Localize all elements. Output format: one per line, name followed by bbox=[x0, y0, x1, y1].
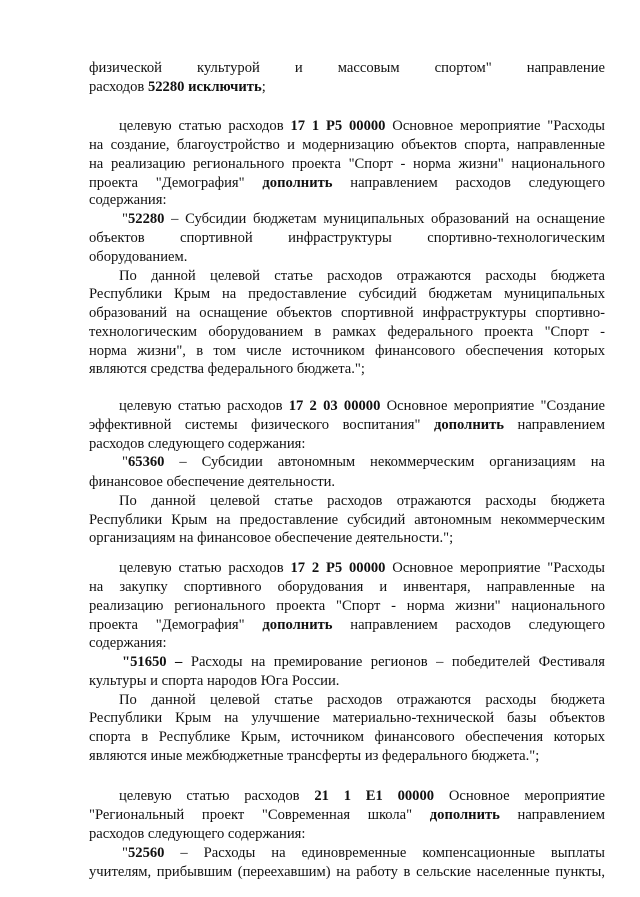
target-code: 17 2 P5 00000 bbox=[290, 560, 386, 576]
text-line: эффективной системы физического воспитания" дополнить направлением bbox=[89, 417, 605, 433]
text-line: Республики Крым на улучшение материально-технической базы объектов bbox=[89, 710, 605, 726]
text-line: объектов спортивной инфраструктуры спортивно-технологическим bbox=[89, 230, 605, 246]
text-line: "51650 – Расходы на премирование регионов – победителей Фестиваля bbox=[122, 654, 605, 670]
text-line: расходов следующего содержания: bbox=[89, 436, 306, 452]
direction-code: "51650 – bbox=[122, 654, 183, 670]
text-line: Республики Крым на предоставление субсидий бюджетам муниципальных bbox=[89, 286, 605, 302]
text-line: на реализацию регионального проекта "Спорт - норма жизни" национального bbox=[89, 156, 605, 172]
target-code: 21 1 E1 00000 bbox=[314, 788, 435, 804]
keyword-add: дополнить bbox=[429, 807, 500, 823]
keyword-add: дополнить bbox=[433, 417, 505, 433]
text-line: расходов следующего содержания: bbox=[89, 826, 306, 842]
text-line: учителям, прибывшим (переехавшим) на работу в сельские населенные пункты, bbox=[89, 864, 605, 880]
direction-code: 65360 bbox=[127, 454, 165, 470]
text-line: организациям на финансовое обеспечение деятельности."; bbox=[89, 530, 454, 546]
text-line: "52280 – Субсидии бюджетам муниципальных образований на оснащение bbox=[122, 211, 605, 227]
text-line: физической культурой и массовым спортом" направление bbox=[89, 60, 605, 76]
text-line: расходов 52280 исключить; bbox=[89, 79, 266, 95]
keyword-add: дополнить bbox=[262, 617, 333, 633]
paragraph-first-line: целевую статью расходов 17 2 03 00000 Основное мероприятие "Создание bbox=[119, 398, 605, 414]
text-line: "Региональный проект "Современная школа" дополнить направлением bbox=[89, 807, 605, 823]
text-line: образований на оснащение объектов спортивной инфраструктуры спортивно- bbox=[89, 305, 605, 321]
paragraph-first-line: целевую статью расходов 17 2 P5 00000 Основное мероприятие "Расходы bbox=[119, 560, 605, 576]
text-line: оборудованием. bbox=[89, 249, 188, 265]
text-line: являются иные межбюджетные трансферты из федерального бюджета."; bbox=[89, 748, 540, 764]
text-line: культуры и спорта народов Юга России. bbox=[89, 673, 340, 689]
text-line: содержания: bbox=[89, 635, 167, 651]
text-line: Республики Крым на предоставление субсидий автономным некоммерческим bbox=[89, 512, 605, 528]
text-line: По данной целевой статье расходов отражаются расходы бюджета bbox=[119, 692, 605, 708]
target-code: 17 1 P5 00000 bbox=[290, 118, 386, 134]
text-line: норма жизни", в том числе источником финансового обеспечения которых bbox=[89, 343, 605, 359]
text-line: технологическим оборудованием в рамках федерального проекта "Спорт - bbox=[89, 324, 605, 340]
keyword-add: дополнить bbox=[262, 175, 333, 191]
text-line: "52560 – Расходы на единовременные компенсационные выплаты bbox=[122, 845, 605, 861]
direction-code: 52280 bbox=[127, 211, 165, 227]
text-line: По данной целевой статье расходов отражаются расходы бюджета bbox=[119, 268, 605, 284]
target-code: 17 2 03 00000 bbox=[288, 398, 381, 414]
text-line: на закупку спортивного оборудования и инвентаря, направленные на bbox=[89, 579, 605, 595]
text-line: "65360 – Субсидии автономным некоммерческим организациям на bbox=[122, 454, 605, 470]
text-line: По данной целевой статье расходов отражаются расходы бюджета bbox=[119, 493, 605, 509]
text-line: проекта "Демография" дополнить направлением расходов следующего bbox=[89, 175, 605, 191]
text-line: содержания: bbox=[89, 192, 167, 208]
paragraph-first-line: целевую статью расходов 17 1 P5 00000 Основное мероприятие "Расходы bbox=[119, 118, 605, 134]
text-line: на создание, благоустройство и модернизацию объектов спорта, направленные bbox=[89, 137, 605, 153]
text-line: проекта "Демография" дополнить направлением расходов следующего bbox=[89, 617, 605, 633]
direction-code: 52560 bbox=[127, 845, 165, 861]
text-line: спорта в Республике Крым, источником финансового обеспечения которых bbox=[89, 729, 605, 745]
text-line: являются средства федерального бюджета."; bbox=[89, 361, 365, 377]
text-line: реализацию регионального проекта "Спорт - норма жизни" национального bbox=[89, 598, 605, 614]
text-line: финансовое обеспечение деятельности. bbox=[89, 474, 336, 490]
paragraph-first-line: целевую статью расходов 21 1 E1 00000 Основное мероприятие bbox=[119, 788, 605, 804]
bold-code: 52280 исключить bbox=[147, 79, 262, 95]
